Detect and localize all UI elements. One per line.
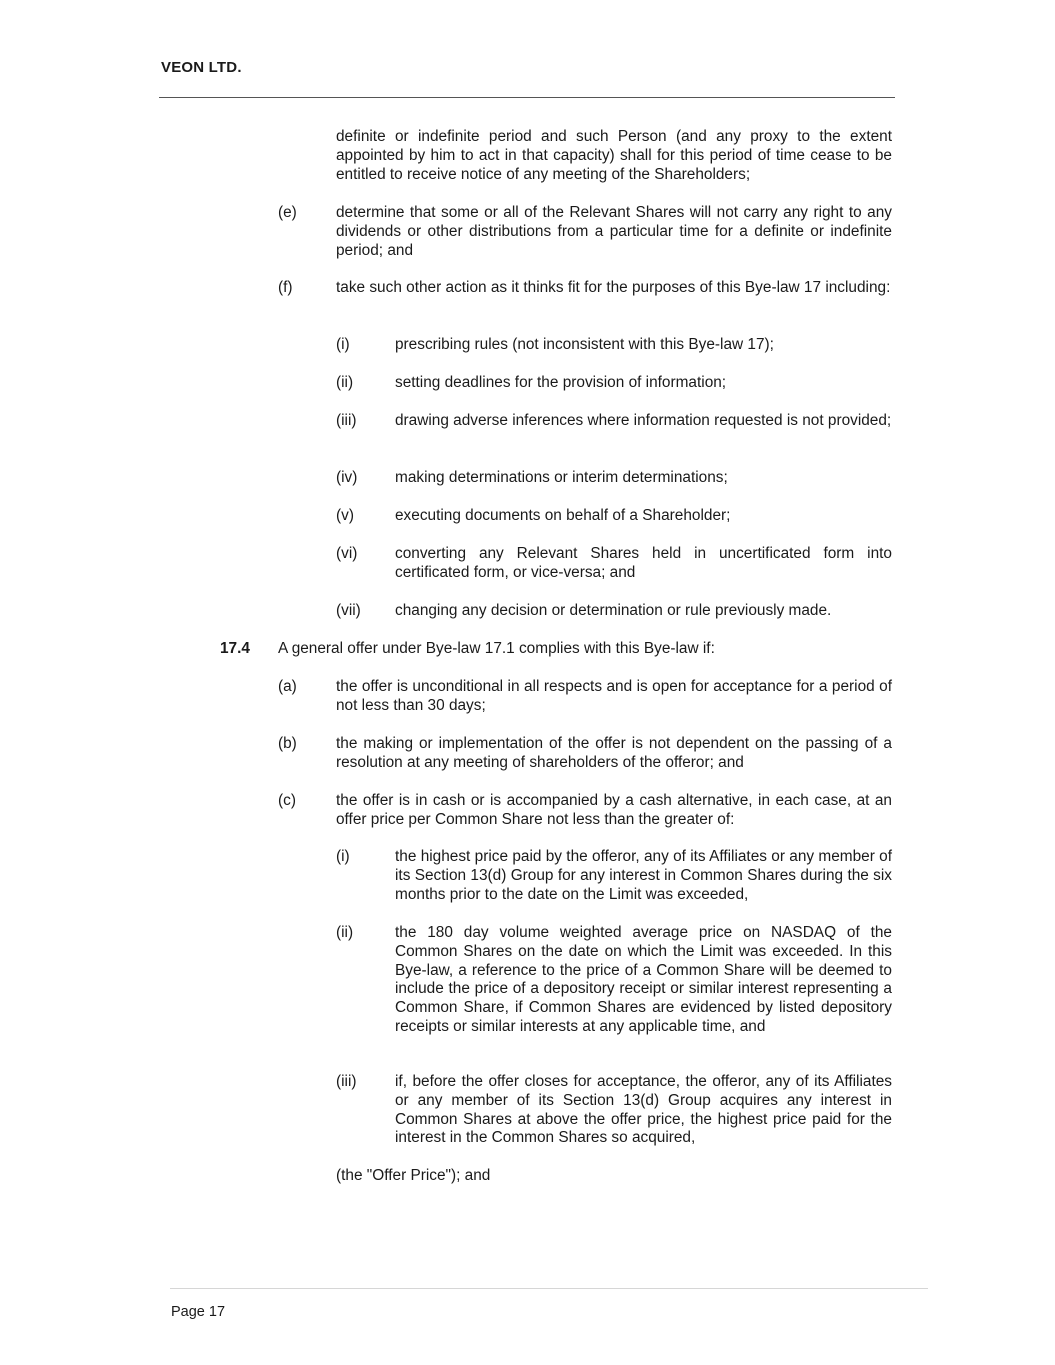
f-sub-text: executing documents on behalf of a Shareholder; [395, 507, 731, 524]
f-sub-label: (v) [336, 507, 354, 524]
f-sub-label: (i) [336, 336, 350, 353]
item-e-label: (e) [278, 204, 297, 221]
f-sub-label: (ii) [336, 374, 354, 391]
item-c-label: (c) [278, 792, 296, 809]
item-e-text: determine that some or all of the Relevant Shares will not carry any right to any dividends or other distributions from a particular time for a definite or indefinite period; and [336, 204, 892, 259]
offer-price-note: (the "Offer Price"); and [336, 1167, 491, 1184]
item-f-text: take such other action as it thinks fit for the purposes of this Bye-law 17 including: [336, 279, 891, 296]
item-a-label: (a) [278, 678, 297, 695]
page-number: Page 17 [171, 1304, 226, 1320]
footer-divider [170, 1288, 928, 1289]
c-sub-label: (i) [336, 848, 350, 865]
c-sub-text: the 180 day volume weighted average price on NASDAQ of the Common Shares on the date on which the Limit was exceeded. In this Bye-law, a reference to the price of a Common Share will be deemed to include the price of a depository receipt or similar interest representing a Common Share, if Common Shares are evidenced by listed depository receipts or similar interests at any applicable time, and [395, 924, 892, 1035]
f-sub-label: (iii) [336, 412, 357, 429]
header-divider [159, 97, 895, 98]
section-text: A general offer under Bye-law 17.1 complies with this Bye-law if: [278, 640, 715, 657]
item-f-label: (f) [278, 279, 293, 296]
f-sub-label: (iv) [336, 469, 358, 486]
f-sub-text: prescribing rules (not inconsistent with this Bye-law 17); [395, 336, 774, 353]
c-sub-text: the highest price paid by the offeror, any of its Affiliates or any member of its Section 13(d) Group for any interest in Common Shares during the six months prior to the date on the Limit was exceeded, [395, 848, 892, 903]
f-sub-label: (vii) [336, 602, 361, 619]
item-c-text: the offer is in cash or is accompanied by a cash alternative, in each case, at an offer price per Common Share not less than the greater of: [336, 792, 892, 828]
c-sub-text: if, before the offer closes for acceptance, the offeror, any of its Affiliates or any member of its Section 13(d) Group acquires any interest in Common Shares at above the offer price, the highest price paid for the interest in the Common Shares so acquired, [395, 1073, 892, 1147]
c-sub-label: (ii) [336, 924, 354, 941]
item-b-label: (b) [278, 735, 297, 752]
f-sub-text: changing any decision or determination or rule previously made. [395, 602, 832, 619]
item-a-text: the offer is unconditional in all respects and is open for acceptance for a period of not less than 30 days; [336, 678, 892, 714]
company-name: VEON LTD. [161, 59, 242, 76]
f-sub-text: converting any Relevant Shares held in uncertificated form into certificated form, or vice-versa; and [395, 545, 892, 581]
f-sub-text: making determinations or interim determinations; [395, 469, 728, 486]
section-number: 17.4 [220, 640, 250, 657]
c-sub-label: (iii) [336, 1073, 357, 1090]
item-b-text: the making or implementation of the offer is not dependent on the passing of a resolution at any meeting of shareholders of the offeror; and [336, 735, 892, 771]
f-sub-label: (vi) [336, 545, 358, 562]
f-sub-text: drawing adverse inferences where information requested is not provided; [395, 412, 892, 429]
continuation-paragraph: definite or indefinite period and such Person (and any proxy to the extent appointed by him to act in that capacity) shall for this period of time cease to be entitled to receive notice of any meeting of the Shareholders; [336, 128, 892, 183]
f-sub-text: setting deadlines for the provision of information; [395, 374, 727, 391]
